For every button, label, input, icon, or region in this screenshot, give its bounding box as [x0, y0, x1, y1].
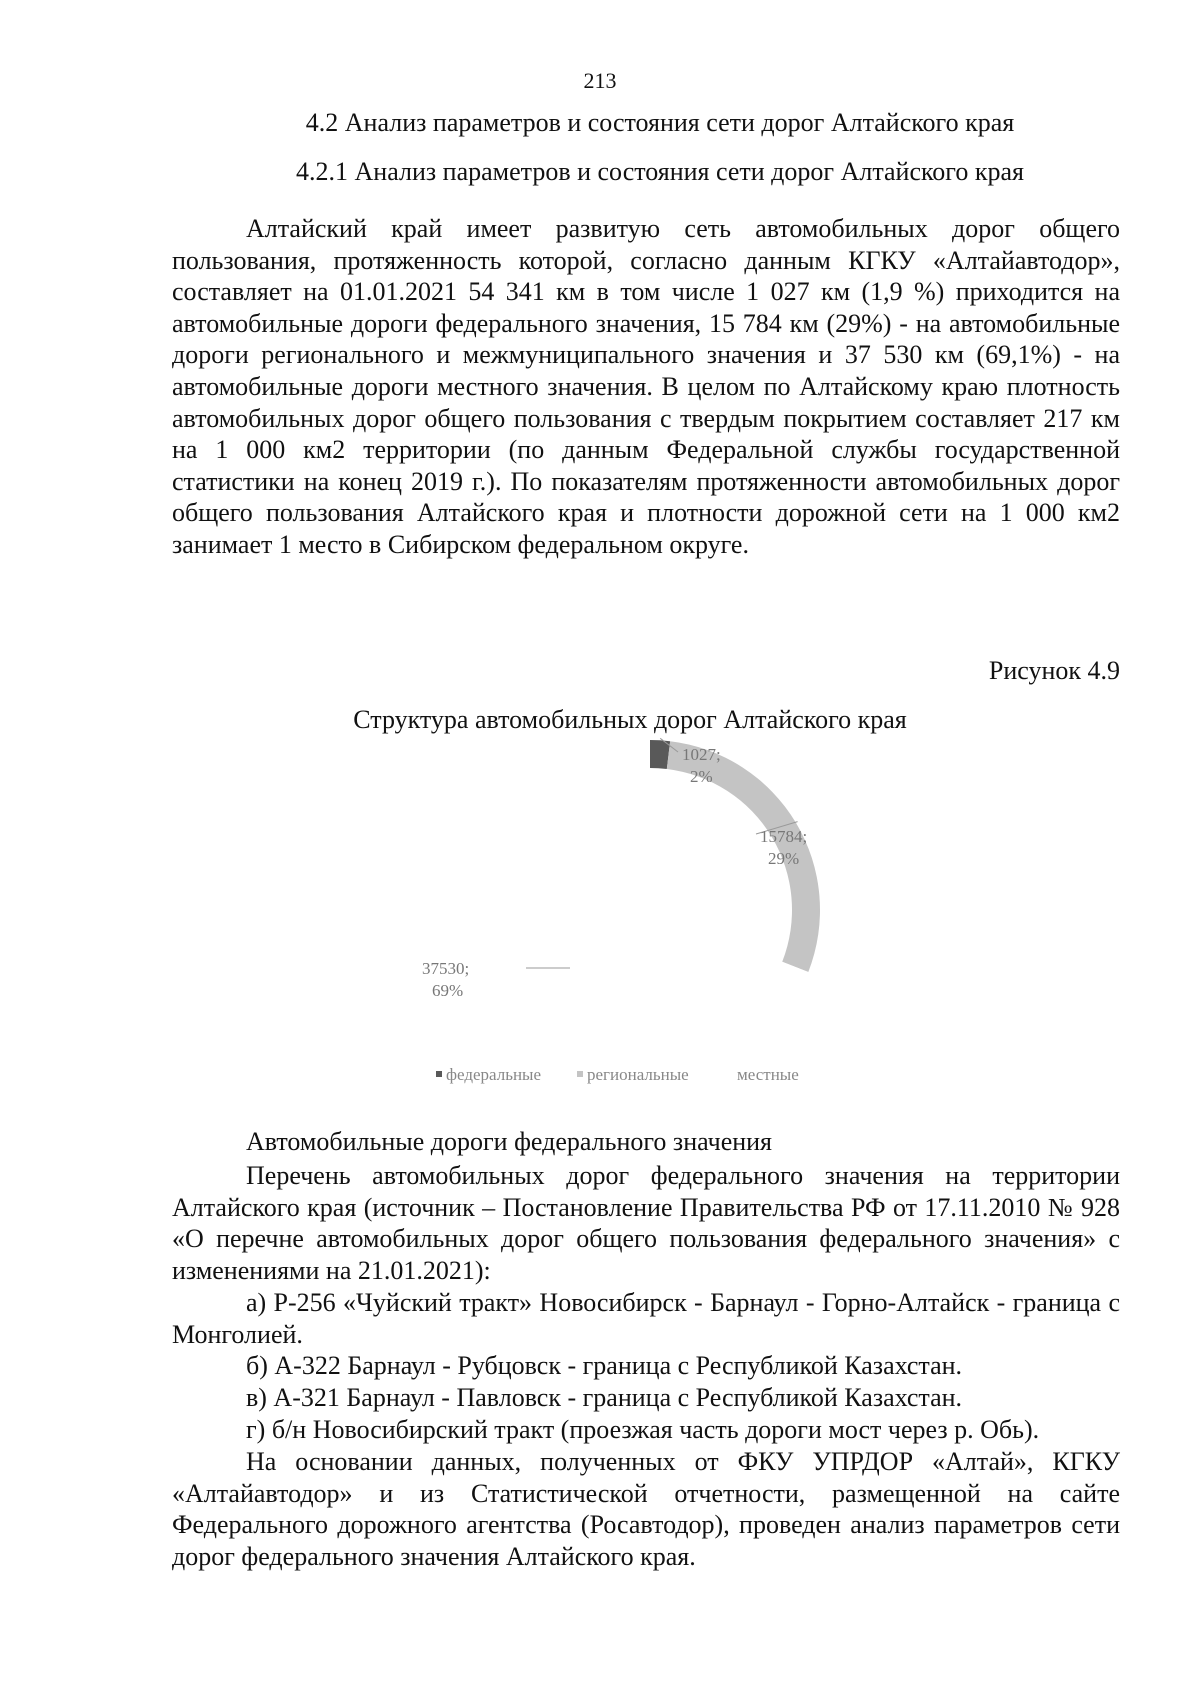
slice-federal: [650, 740, 670, 769]
data-label-federal-value: 1027;: [682, 745, 721, 764]
chart-title: Структура автомобильных дорог Алтайского края: [353, 705, 907, 734]
road-item: б) А-322 Барнаул - Рубцовск - граница с Республикой Казахстан.: [246, 1351, 963, 1380]
data-label-regional-value: 15784;: [760, 827, 808, 846]
legend-swatch-regional: [577, 1071, 583, 1077]
legend-label-regional: региональные: [587, 1065, 689, 1084]
road-item: г) б/н Новосибирский тракт (проезжая часть дороги мост через р. Обь).: [246, 1415, 1040, 1444]
legend-label-federal: федеральные: [446, 1065, 542, 1084]
intro-paragraph: Алтайский край имеет развитую сеть автомобильных дорог общего пользования, протяженность которой, согласно данным КГКУ «Алтайавтодор», составляет на 01.01.2021 54 341 км в том числе 1 027 км (1,9 %) приходится на автомобильные дороги федерального значения, 15 784 км (29%) - на автомобильные дороги регионального и межмуниципального значения и 37 530 км (69,1%) - на автомобильные дороги местного значения. В целом по Алтайскому краю плотность автомобильных дорог общего пользования с твердым покрытием составляет 217 км на 1 000 км2 территории (по данным Федеральной службы государственной статистики на конец 2019 г.). По показателям протяженности автомобильных дорог общего пользования Алтайского края и плотности дорожной сети на 1 000 км2 занимает 1 место в Сибирском федеральном округе.: [172, 214, 1120, 559]
section-heading: 4.2 Анализ параметров и состояния сети дорог Алтайского края: [305, 108, 1015, 137]
data-label-local-percent: 69%: [432, 981, 464, 1000]
data-label-regional-percent: 29%: [768, 849, 800, 868]
data-label-federal-percent: 2%: [690, 767, 713, 786]
chart-legend: [436, 1065, 799, 1084]
road-item: а) Р-256 «Чуйский тракт» Новосибирск - Барнаул - Горно-Алтайск - граница с Монголией.: [172, 1288, 1120, 1349]
road-item: в) А-321 Барнаул - Павловск - граница с Республикой Казахстан.: [246, 1383, 963, 1412]
figure-label: Рисунок 4.9: [988, 656, 1120, 685]
legend-label-local: местные: [737, 1065, 799, 1084]
road-structure-chart: [420, 730, 940, 1100]
list-intro-paragraph: Перечень автомобильных дорог федерального значения на территории Алтайского края (источник – Постановление Правительства РФ от 17.11.2010 № 928 «О перечне автомобильных дорог общего пользования федерального значения» с изменениями на 21.01.2021):: [172, 1161, 1120, 1285]
legend-swatch-federal: [436, 1071, 442, 1077]
closing-paragraph: На основании данных, полученных от ФКУ УПРДОР «Алтай», КГКУ «Алтайавтодор» и из Статистической отчетности, размещенной на сайте Федерального дорожного агентства (Росавтодор), проведен анализ параметров сети дорог федерального значения Алтайского края.: [172, 1447, 1120, 1571]
page-number: 213: [583, 68, 617, 93]
data-label-local-value: 37530;: [422, 959, 470, 978]
section-title: Автомобильные дороги федерального значения: [246, 1127, 773, 1156]
subsection-heading: 4.2.1 Анализ параметров и состояния сети дорог Алтайского края: [296, 157, 1024, 186]
